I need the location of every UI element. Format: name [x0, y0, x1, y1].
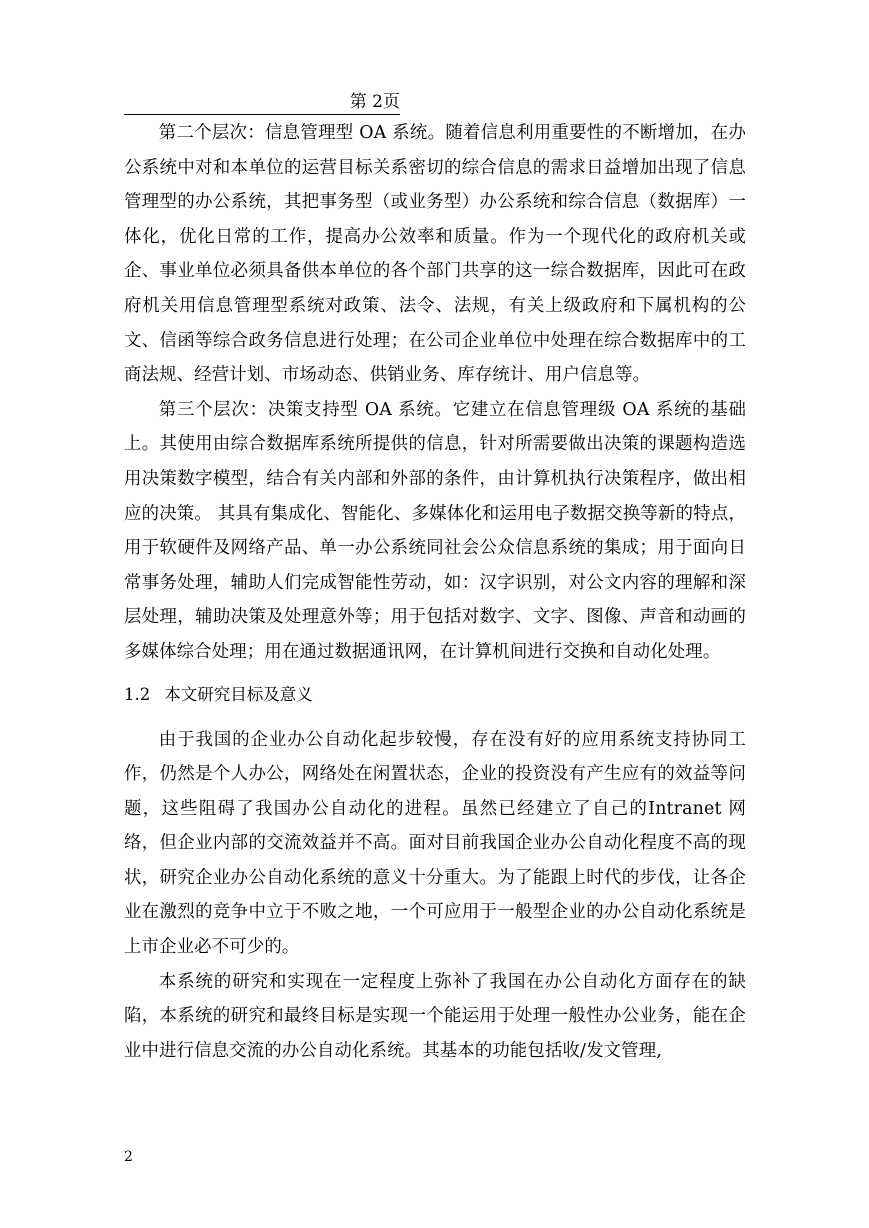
- section-heading: [124, 680, 746, 710]
- paragraph-info-management-oa: 第二个层次：信息管理型 OA 系统。随着信息利用重要性的不断增加，在办公系统中对和本单位的运营目标关系密切的综合信息的需求日益增加出现了信息管理型的办公系统，其把事务型（或业务型）办公系统和综合信息（数据库）一体化，优化日常的工作，提高办公效率和质量。作为一个现代化的政府机关或企、事业单位必须具备供本单位的各个部门共享的这一综合数据库，因此可在政府机关用信息管理型系统对政策、法令、法规，有关上级政府和下属机构的公文、信函等综合政务信息进行处理；在公司企业单位中处理在综合数据库中的工商法规、经营计划、市场动态、供销业务、库存统计、用户信息等。: [124, 123, 746, 386]
- page-header: [124, 92, 400, 115]
- page-header-label: 第 2页: [349, 92, 400, 112]
- paragraph-decision-support-oa: 第三个层次：决策支持型 OA 系统。它建立在信息管理级 OA 系统的基础上。其使用由综合数据库系统所提供的信息，针对所需要做出决策的课题构造选用决策数字模型，结合有关内部和外部的条件，由计算机执行决策程序，做出相应的决策。 其具有集成化、智能化、多媒体化和运用电子数据交换等新的特点，用于软硬件及网络产品、单一办公系统同社会公众信息系统的集成；用于面向日常事务处理，辅助人们完成智能性劳动，如：汉字识别，对公文内容的理解和深层处理，辅助决策及处理意外等；用于包括对数字、文字、图像、声音和动画的多媒体综合处理；用在通过数据通讯网，在计算机间进行交换和自动化处理。: [124, 399, 746, 662]
- document-body: [124, 116, 746, 1068]
- page-number: 2: [124, 1149, 133, 1165]
- section-title: 本文研究目标及意义: [164, 684, 313, 704]
- paragraph-research-background: 由于我国的企业办公自动化起步较慢，存在没有好的应用系统支持协同工作，仍然是个人办公，网络处在闲置状态，企业的投资没有产生应有的效益等问题，这些阻碍了我国办公自动化的进程。虽然已经建立了自己的Intranet 网络，但企业内部的交流效益并不高。面对目前我国企业办公自动化程度不高的现状，研究企业办公自动化系统的意义十分重大。为了能跟上时代的步伐，让各企业在激烈的竞争中立于不败之地，一个可应用于一般型企业的办公自动化系统是上市企业必不可少的。: [124, 729, 746, 958]
- paragraph-research-goal: 本系统的研究和实现在一定程度上弥补了我国在办公自动化方面存在的缺陷，本系统的研究和最终目标是实现一个能运用于处理一般性办公业务，能在企业中进行信息交流的办公自动化系统。其基本的功能包括收/发文管理,: [124, 971, 746, 1061]
- section-number: 1.2: [124, 684, 151, 704]
